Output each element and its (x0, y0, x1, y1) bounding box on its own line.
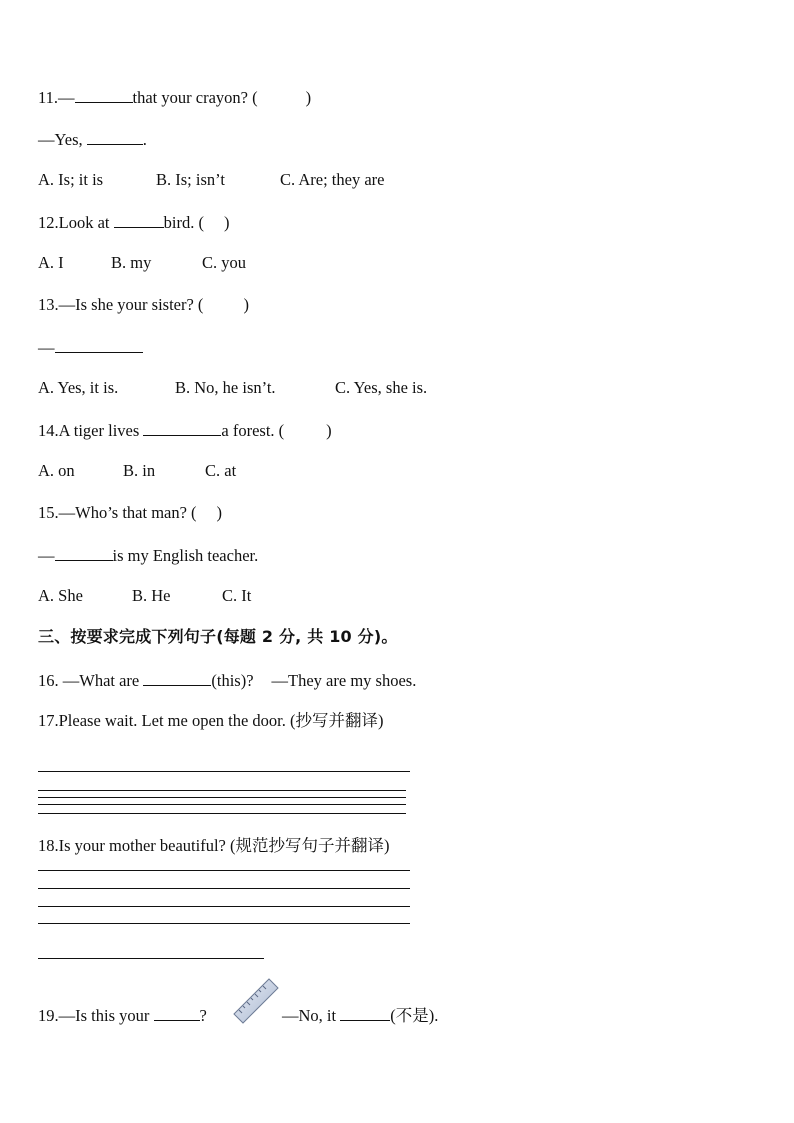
answer-blank[interactable] (55, 337, 143, 353)
answer-blank[interactable] (55, 545, 113, 561)
ruler-icon (231, 976, 281, 1024)
writing-line[interactable] (38, 958, 264, 959)
answer-blank[interactable] (143, 670, 211, 686)
question-number: 11. (38, 88, 59, 107)
answer-blank[interactable] (87, 129, 143, 145)
question-13-answer: — (38, 337, 143, 358)
question-14: 14.A tiger lives a forest. ( ) (38, 421, 332, 440)
option-a[interactable]: A. She (38, 586, 83, 605)
option-a[interactable]: A. on (38, 461, 75, 480)
option-a[interactable]: A. Is; it is (38, 170, 104, 189)
question-18: 18.Is your mother beautiful? (规范抄写句子并翻译) (38, 836, 390, 855)
question-19: 19.—Is this your ? (38, 1006, 207, 1025)
writing-line[interactable] (38, 813, 406, 814)
question-12-options (38, 253, 246, 273)
question-11: 11.— that your crayon? ( ) (38, 88, 312, 107)
question-15-options (38, 586, 251, 606)
question-14-options (38, 461, 236, 481)
writing-line[interactable] (38, 790, 406, 791)
section-3-heading: 三、按要求完成下列句子(每题 2 分, 共 10 分)。 (38, 627, 398, 646)
option-b[interactable]: B. Is; isn’t (156, 170, 225, 189)
option-c[interactable]: C. Are; they are (280, 170, 385, 189)
option-b[interactable]: B. in (123, 461, 156, 480)
option-b[interactable]: B. No, he isn’t. (175, 378, 276, 397)
option-b[interactable]: B. my (111, 253, 152, 272)
writing-line[interactable] (38, 888, 410, 889)
question-12: 12.Look at bird. ( ) (38, 213, 230, 232)
writing-line[interactable] (38, 906, 410, 907)
question-16: 16. —What are (this)? —They are my shoes. (38, 671, 417, 690)
answer-blank[interactable] (154, 1005, 200, 1021)
question-17: 17.Please wait. Let me open the door. (抄写并翻译) (38, 711, 384, 730)
question-13-options (38, 378, 427, 398)
question-19-answer: —No, it (不是). (282, 1006, 439, 1025)
writing-line[interactable] (38, 923, 410, 924)
question-11-options (38, 170, 384, 190)
option-a[interactable]: A. Yes, it is. (38, 378, 119, 397)
answer-blank[interactable] (114, 212, 164, 228)
answer-blank[interactable] (340, 1005, 390, 1021)
option-b[interactable]: B. He (132, 586, 171, 605)
option-a[interactable]: A. I (38, 253, 64, 272)
writing-line[interactable] (38, 804, 406, 805)
writing-line[interactable] (38, 797, 406, 798)
option-c[interactable]: C. Yes, she is. (335, 378, 428, 397)
answer-blank[interactable] (143, 420, 221, 436)
question-15: 15.—Who’s that man? ( ) (38, 503, 223, 522)
answer-blank[interactable] (75, 87, 133, 103)
question-11-answer: —Yes, . (38, 130, 147, 149)
option-c[interactable]: C. you (202, 253, 247, 272)
writing-line[interactable] (38, 870, 410, 871)
option-c[interactable]: C. at (205, 461, 237, 480)
option-c[interactable]: C. It (222, 586, 252, 605)
writing-line[interactable] (38, 771, 410, 772)
question-15-answer: — is my English teacher. (38, 546, 259, 565)
question-13: 13.—Is she your sister? ( ) (38, 295, 249, 314)
